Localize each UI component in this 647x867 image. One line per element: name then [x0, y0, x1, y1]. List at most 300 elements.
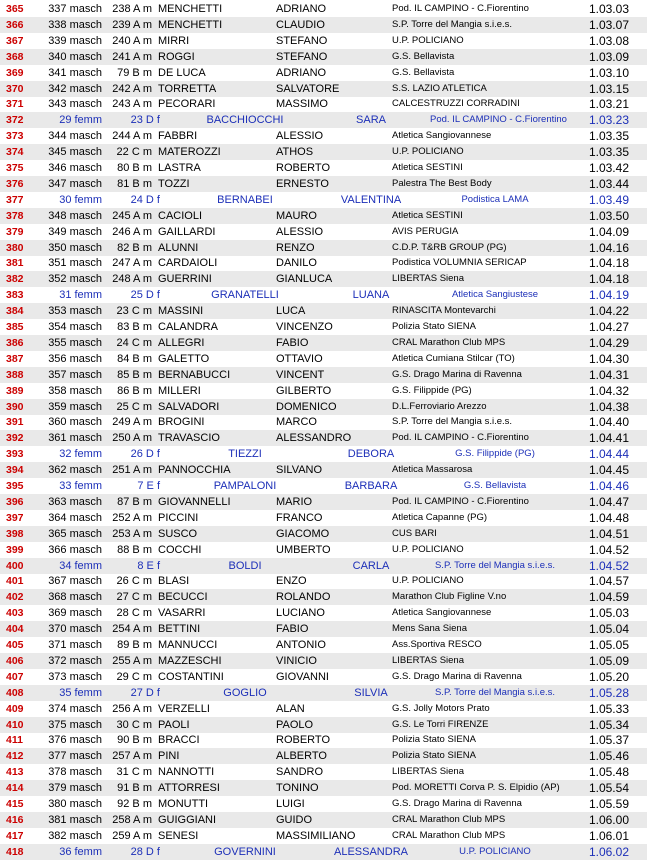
category-rank-cell: 360 masch	[48, 416, 102, 429]
time-cell: 1.03.07	[588, 17, 629, 32]
first-name-cell: FABIO	[276, 336, 309, 349]
time-cell: 1.04.40	[588, 415, 629, 430]
table-row	[0, 573, 647, 589]
team-cell: Ass.Sportiva RESCO	[392, 639, 482, 650]
time-cell: 1.04.31	[588, 367, 629, 382]
first-name-cell: FABIO	[276, 623, 309, 636]
first-name-cell: ADRIANO	[276, 66, 327, 79]
table-row	[0, 160, 647, 176]
category-cell: 259 A m	[112, 829, 152, 842]
table-row	[0, 510, 647, 526]
table-row	[0, 255, 647, 271]
first-name-cell: FRANCO	[276, 511, 323, 524]
position-cell: 406	[6, 654, 24, 667]
team-cell: Atletica Capanne (PG)	[392, 511, 488, 523]
first-name-cell: OTTAVIO	[276, 352, 323, 365]
time-cell: 1.04.22	[588, 304, 629, 319]
table-row	[0, 414, 647, 430]
first-name-cell: MASSIMILIANO	[276, 829, 356, 842]
category-cell: 22 C m	[116, 146, 152, 159]
category-rank-cell: 346 masch	[48, 162, 102, 174]
category-cell: 90 B m	[117, 734, 152, 747]
time-cell: 1.03.03	[588, 2, 629, 16]
category-cell: 89 B m	[117, 639, 152, 651]
team-cell: Polizia Stato SIENA	[392, 750, 476, 762]
team-cell: G.S. Bellavista	[392, 66, 455, 78]
table-row	[0, 701, 647, 717]
table-row	[0, 717, 647, 733]
time-cell: 1.03.08	[588, 33, 629, 48]
first-name-cell: SILVANO	[276, 464, 323, 477]
category-rank-cell: 349 masch	[48, 225, 102, 238]
table-row-female	[0, 287, 647, 303]
position-cell: 391	[6, 416, 24, 429]
category-rank-cell: 344 masch	[48, 130, 102, 143]
category-cell: 92 B m	[117, 798, 152, 810]
category-cell: 30 C m	[116, 718, 152, 731]
first-name-cell: PAOLO	[276, 718, 314, 731]
category-cell: 238 A m	[112, 3, 152, 15]
time-cell: 1.03.10	[588, 65, 629, 80]
time-cell: 1.04.41	[588, 431, 629, 446]
category-cell: 252 A m	[112, 511, 152, 524]
team-cell: G.S. Bellavista	[392, 50, 455, 62]
position-cell: 372	[6, 114, 24, 127]
team-cell: Palestra The Best Body	[392, 177, 492, 189]
surname-cell: LASTRA	[158, 162, 201, 174]
team-cell: G.S. Drago Marina di Ravenna	[392, 798, 522, 809]
position-cell: 385	[6, 321, 24, 333]
position-cell: 401	[6, 575, 24, 588]
time-cell: 1.03.35	[588, 145, 629, 160]
category-cell: 23 D f	[130, 114, 160, 127]
table-row	[0, 542, 647, 558]
team-cell: Atletica Sangiovannese	[392, 607, 492, 619]
category-rank-cell: 382 masch	[48, 829, 102, 842]
first-name-cell: LUIGI	[276, 798, 305, 810]
category-rank-cell: 381 masch	[48, 813, 102, 826]
surname-cell: GALETTO	[158, 352, 210, 365]
first-name-cell: GILBERTO	[276, 384, 332, 397]
first-name-cell: LUCA	[276, 305, 306, 318]
category-rank-cell: 373 masch	[48, 670, 102, 683]
table-row	[0, 669, 647, 685]
first-name-cell: DOMENICO	[276, 400, 337, 413]
position-cell: 380	[6, 241, 24, 254]
time-cell: 1.03.35	[588, 129, 629, 144]
category-cell: 79 B m	[117, 66, 152, 79]
category-cell: 25 C m	[116, 400, 152, 413]
team-cell: CRAL Marathon Club MPS	[392, 336, 506, 348]
surname-cell: GAILLARDI	[158, 225, 216, 238]
team-cell: Atletica Sangiustese	[451, 289, 539, 301]
time-cell: 1.05.05	[588, 638, 629, 652]
category-rank-cell: 35 femm	[59, 686, 102, 699]
category-cell: 244 A m	[112, 130, 152, 143]
first-name-cell: ALESSANDRA	[334, 845, 408, 858]
category-rank-cell: 348 masch	[48, 209, 102, 222]
category-cell: 239 A m	[112, 18, 152, 31]
table-row-female	[0, 844, 647, 860]
table-row	[0, 335, 647, 351]
category-rank-cell: 351 masch	[48, 257, 102, 270]
time-cell: 1.04.32	[588, 383, 629, 398]
first-name-cell: MARCO	[276, 416, 317, 429]
first-name-cell: GIACOMO	[276, 527, 330, 540]
surname-cell: MATEROZZI	[158, 146, 221, 159]
position-cell: 414	[6, 782, 24, 795]
position-cell: 397	[6, 511, 24, 524]
first-name-cell: ENZO	[276, 575, 307, 588]
category-cell: 80 B m	[117, 162, 152, 174]
first-name-cell: DEBORA	[347, 448, 395, 461]
position-cell: 394	[6, 464, 24, 477]
category-cell: 7 E f	[137, 480, 160, 492]
first-name-cell: SARA	[356, 114, 386, 127]
time-cell: 1.03.50	[588, 208, 629, 223]
position-cell: 374	[6, 146, 24, 159]
team-cell: G.S. Drago Marina di Ravenna	[392, 368, 522, 380]
first-name-cell: DANILO	[276, 257, 317, 270]
surname-cell: DE LUCA	[158, 66, 206, 79]
category-rank-cell: 352 masch	[48, 273, 102, 286]
position-cell: 395	[6, 480, 24, 492]
position-cell: 412	[6, 750, 24, 763]
table-row	[0, 796, 647, 812]
first-name-cell: BARBARA	[344, 480, 398, 492]
category-cell: 91 B m	[117, 782, 152, 795]
surname-cell: BOLDI	[228, 559, 262, 572]
category-cell: 31 C m	[116, 766, 152, 779]
surname-cell: ATTORRESI	[158, 782, 220, 795]
time-cell: 1.04.51	[588, 526, 629, 541]
surname-cell: TRAVASCIO	[158, 432, 220, 445]
position-cell: 413	[6, 766, 24, 779]
first-name-cell: ADRIANO	[276, 3, 327, 15]
category-cell: 250 A m	[112, 432, 152, 445]
position-cell: 410	[6, 718, 24, 731]
first-name-cell: UMBERTO	[276, 543, 331, 556]
time-cell: 1.06.02	[588, 844, 629, 859]
time-cell: 1.04.46	[588, 479, 629, 493]
category-rank-cell: 363 masch	[48, 495, 102, 508]
category-rank-cell: 353 masch	[48, 305, 102, 318]
first-name-cell: ROLANDO	[276, 591, 331, 604]
table-row-female	[0, 192, 647, 208]
team-cell: LIBERTAS Siena	[392, 654, 464, 666]
surname-cell: GUIGGIANI	[158, 813, 217, 826]
table-row	[0, 33, 647, 49]
team-cell: Atletica SESTINI	[392, 162, 463, 173]
first-name-cell: ALAN	[276, 702, 305, 715]
category-cell: 256 A m	[112, 702, 152, 715]
time-cell: 1.05.34	[588, 717, 629, 732]
first-name-cell: ERNESTO	[276, 177, 329, 190]
category-rank-cell: 30 femm	[59, 193, 102, 206]
category-rank-cell: 380 masch	[48, 798, 102, 810]
first-name-cell: MARIO	[276, 495, 313, 508]
surname-cell: PAOLI	[158, 718, 190, 731]
surname-cell: MASSINI	[158, 305, 204, 318]
category-cell: 81 B m	[117, 177, 152, 190]
team-cell: G.S. Filippide (PG)	[455, 448, 535, 460]
time-cell: 1.04.18	[588, 256, 629, 271]
position-cell: 367	[6, 34, 24, 47]
table-row	[0, 351, 647, 367]
category-rank-cell: 366 masch	[48, 543, 102, 556]
surname-cell: TOZZI	[158, 177, 190, 190]
category-cell: 24 D f	[130, 193, 160, 206]
category-rank-cell: 376 masch	[48, 734, 102, 747]
time-cell: 1.03.42	[588, 161, 629, 175]
category-rank-cell: 347 masch	[48, 177, 102, 190]
first-name-cell: LUANA	[352, 289, 390, 302]
category-rank-cell: 358 masch	[48, 384, 102, 397]
position-cell: 366	[6, 18, 24, 31]
category-rank-cell: 377 masch	[48, 750, 102, 763]
position-cell: 399	[6, 543, 24, 556]
first-name-cell: LUCIANO	[276, 607, 325, 620]
table-row	[0, 208, 647, 224]
position-cell: 386	[6, 336, 24, 349]
time-cell: 1.04.30	[588, 351, 629, 366]
team-cell: CRAL Marathon Club MPS	[392, 813, 506, 825]
first-name-cell: ALESSANDRO	[276, 432, 352, 445]
first-name-cell: SILVIA	[354, 686, 388, 699]
category-cell: 255 A m	[112, 654, 152, 667]
surname-cell: TORRETTA	[158, 82, 217, 95]
table-row	[0, 399, 647, 415]
time-cell: 1.06.01	[588, 828, 629, 843]
team-cell: D.L.Ferroviario Arezzo	[392, 400, 487, 412]
team-cell: CUS BARI	[392, 527, 437, 539]
category-cell: 84 B m	[117, 352, 152, 365]
first-name-cell: SANDRO	[276, 766, 324, 779]
team-cell: G.S. Drago Marina di Ravenna	[392, 670, 522, 682]
category-cell: 251 A m	[112, 464, 152, 477]
category-cell: 8 E f	[137, 559, 160, 572]
team-cell: Mens Sana Siena	[392, 623, 467, 635]
surname-cell: MENCHETTI	[158, 18, 223, 31]
time-cell: 1.03.23	[588, 113, 629, 128]
team-cell: Polizia Stato SIENA	[392, 734, 476, 746]
time-cell: 1.04.29	[588, 335, 629, 350]
team-cell: S.P. Torre del Mangia s.i.e.s.	[434, 686, 556, 698]
team-cell: Pod. IL CAMPINO - C.Fiorentino	[392, 495, 529, 507]
team-cell: G.S. Le Torri FIRENZE	[392, 718, 489, 730]
first-name-cell: CARLA	[352, 559, 390, 572]
team-cell: RINASCITA Montevarchi	[392, 305, 496, 317]
surname-cell: GOGLIO	[223, 686, 267, 699]
position-cell: 368	[6, 50, 24, 63]
table-row	[0, 367, 647, 383]
position-cell: 381	[6, 257, 24, 270]
table-row	[0, 1, 647, 17]
time-cell: 1.05.54	[588, 781, 629, 796]
category-cell: 82 B m	[117, 241, 152, 254]
surname-cell: MAZZESCHI	[158, 654, 222, 667]
table-row	[0, 621, 647, 637]
category-cell: 258 A m	[112, 813, 152, 826]
time-cell: 1.06.00	[588, 812, 629, 827]
team-cell: Pod. MORETTI Corva P. S. Elpidio (AP)	[392, 782, 560, 794]
position-cell: 373	[6, 130, 24, 143]
category-rank-cell: 370 masch	[48, 623, 102, 636]
category-cell: 27 C m	[116, 591, 152, 604]
position-cell: 378	[6, 209, 24, 222]
team-cell: Atletica Cumiana Stilcar (TO)	[392, 352, 515, 364]
table-row	[0, 176, 647, 192]
position-cell: 379	[6, 225, 24, 238]
surname-cell: CALANDRA	[158, 321, 218, 333]
team-cell: Pod. IL CAMPINO - C.Fiorentino	[430, 114, 567, 126]
team-cell: Marathon Club Figline V.no	[392, 591, 507, 603]
position-cell: 382	[6, 273, 24, 286]
table-row	[0, 732, 647, 748]
surname-cell: SENESI	[158, 829, 199, 842]
team-cell: Podistica VOLUMNIA SERICAP	[392, 257, 527, 269]
team-cell: S.P. Torre del Mangia s.i.e.s.	[434, 559, 556, 571]
position-cell: 387	[6, 352, 24, 365]
team-cell: Pod. IL CAMPINO - C.Fiorentino	[392, 432, 529, 444]
time-cell: 1.05.37	[588, 733, 629, 748]
team-cell: U.P. POLICIANO	[392, 543, 464, 555]
category-rank-cell: 364 masch	[48, 511, 102, 524]
table-row	[0, 144, 647, 160]
time-cell: 1.05.33	[588, 701, 629, 716]
team-cell: CRAL Marathon Club MPS	[392, 829, 506, 841]
first-name-cell: STEFANO	[276, 34, 328, 47]
team-cell: Polizia Stato SIENA	[392, 321, 476, 332]
first-name-cell: VALENTINA	[340, 193, 402, 206]
surname-cell: ALLEGRI	[158, 336, 205, 349]
category-cell: 241 A m	[112, 50, 152, 63]
surname-cell: BECUCCI	[158, 591, 208, 604]
team-cell: U.P. POLICIANO	[392, 34, 464, 46]
team-cell: G.S. Filippide (PG)	[392, 384, 472, 396]
team-cell: LIBERTAS Siena	[392, 766, 464, 778]
position-cell: 392	[6, 432, 24, 445]
first-name-cell: ALBERTO	[276, 750, 327, 763]
time-cell: 1.04.18	[588, 272, 629, 287]
category-cell: 85 B m	[117, 368, 152, 381]
category-rank-cell: 375 masch	[48, 718, 102, 731]
category-cell: 28 D f	[130, 845, 160, 858]
team-cell: CALCESTRUZZI CORRADINI	[392, 98, 520, 110]
category-rank-cell: 357 masch	[48, 368, 102, 381]
table-row	[0, 526, 647, 542]
team-cell: AVIS PERUGIA	[392, 225, 459, 237]
category-rank-cell: 369 masch	[48, 607, 102, 620]
table-row	[0, 430, 647, 446]
first-name-cell: VINICIO	[276, 654, 317, 667]
category-cell: 247 A m	[112, 257, 152, 270]
category-cell: 24 C m	[116, 336, 152, 349]
table-row	[0, 224, 647, 240]
time-cell: 1.04.59	[588, 590, 629, 605]
first-name-cell: ALESSIO	[276, 225, 324, 238]
time-cell: 1.05.03	[588, 606, 629, 621]
category-cell: 246 A m	[112, 225, 152, 238]
position-cell: 375	[6, 162, 24, 174]
category-cell: 29 C m	[116, 670, 152, 683]
first-name-cell: RENZO	[276, 241, 315, 254]
table-row	[0, 240, 647, 256]
surname-cell: PINI	[158, 750, 180, 763]
category-rank-cell: 31 femm	[59, 289, 102, 302]
category-rank-cell: 343 masch	[48, 98, 102, 111]
table-row-female	[0, 558, 647, 574]
time-cell: 1.03.21	[588, 97, 629, 112]
category-rank-cell: 34 femm	[59, 559, 102, 572]
table-row	[0, 17, 647, 33]
category-rank-cell: 379 masch	[48, 782, 102, 795]
team-cell: S.P. Torre del Mangia s.i.e.s.	[392, 18, 513, 30]
category-cell: 26 D f	[130, 448, 160, 461]
table-row	[0, 319, 647, 335]
category-cell: 87 B m	[117, 495, 152, 508]
position-cell: 416	[6, 813, 24, 826]
first-name-cell: TONINO	[276, 782, 319, 795]
surname-cell: PAMPALONI	[213, 480, 277, 492]
first-name-cell: VINCENT	[276, 368, 325, 381]
time-cell: 1.04.38	[588, 399, 629, 414]
table-row	[0, 271, 647, 287]
surname-cell: CARDAIOLI	[158, 257, 218, 270]
category-rank-cell: 32 femm	[59, 448, 102, 461]
category-cell: 26 C m	[116, 575, 152, 588]
team-cell: G.S. Jolly Motors Prato	[392, 702, 490, 714]
table-row	[0, 81, 647, 97]
table-row	[0, 637, 647, 653]
table-row	[0, 96, 647, 112]
surname-cell: ALUNNI	[158, 241, 199, 254]
surname-cell: ROGGI	[158, 50, 195, 63]
category-rank-cell: 362 masch	[48, 464, 102, 477]
table-row	[0, 828, 647, 844]
table-row	[0, 303, 647, 319]
position-cell: 417	[6, 829, 24, 842]
category-cell: 242 A m	[112, 82, 152, 95]
first-name-cell: ALESSIO	[276, 130, 324, 143]
category-rank-cell: 365 masch	[48, 527, 102, 540]
category-rank-cell: 372 masch	[48, 654, 102, 667]
position-cell: 411	[6, 734, 23, 747]
surname-cell: BETTINI	[158, 623, 201, 636]
time-cell: 1.04.19	[588, 288, 629, 303]
position-cell: 418	[6, 845, 24, 858]
surname-cell: MIRRI	[158, 34, 190, 47]
position-cell: 409	[6, 702, 24, 715]
table-row	[0, 605, 647, 621]
table-row	[0, 764, 647, 780]
category-rank-cell: 350 masch	[48, 241, 102, 254]
first-name-cell: GIANLUCA	[276, 273, 333, 286]
team-cell: U.P. POLICIANO	[392, 575, 464, 587]
position-cell: 369	[6, 66, 24, 79]
surname-cell: MENCHETTI	[158, 3, 223, 15]
surname-cell: MONUTTI	[158, 798, 209, 810]
category-cell: 88 B m	[117, 543, 152, 556]
time-cell: 1.05.46	[588, 749, 629, 764]
category-rank-cell: 361 masch	[48, 432, 102, 445]
surname-cell: FABBRI	[158, 130, 198, 143]
position-cell: 407	[6, 670, 24, 683]
table-row-female	[0, 685, 647, 701]
table-row	[0, 383, 647, 399]
surname-cell: GRANATELLI	[211, 289, 279, 302]
position-cell: 370	[6, 82, 24, 95]
